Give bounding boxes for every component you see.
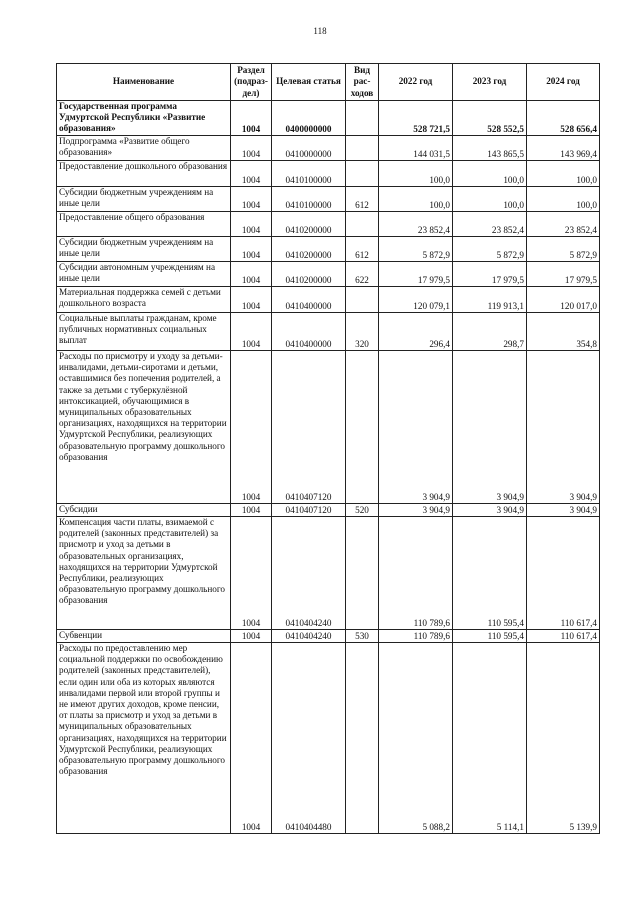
row-2022: 144 031,5 — [379, 136, 453, 161]
table-row — [57, 101, 600, 136]
row-2023: 100,0 — [453, 161, 527, 187]
table-row — [57, 212, 600, 237]
row-name: Предоставление дошкольного образования — [57, 161, 231, 187]
table-row — [57, 643, 600, 834]
row-type — [346, 101, 379, 136]
row-2022: 23 852,4 — [379, 212, 453, 237]
row-2023: 23 852,4 — [453, 212, 527, 237]
row-section: 1004 — [231, 161, 272, 187]
header-expense-type: Вид рас-ходов — [346, 64, 379, 101]
row-name: Государственная программа Удмуртской Республики «Развитие образования» — [57, 101, 231, 136]
table-row — [57, 136, 600, 161]
row-2023: 110 595,4 — [453, 630, 527, 643]
row-section: 1004 — [231, 262, 272, 287]
row-2023: 5 114,1 — [453, 643, 527, 834]
row-type: 530 — [346, 630, 379, 643]
row-2022: 528 721,5 — [379, 101, 453, 136]
row-target: 0400000000 — [272, 101, 346, 136]
row-type — [346, 161, 379, 187]
row-2024: 120 017,0 — [527, 287, 600, 313]
row-2022: 3 904,9 — [379, 504, 453, 517]
row-2022: 5 872,9 — [379, 237, 453, 262]
row-type: 320 — [346, 313, 379, 351]
row-target: 0410404240 — [272, 630, 346, 643]
table-row — [57, 187, 600, 212]
row-target: 0410400000 — [272, 313, 346, 351]
row-2022: 110 789,6 — [379, 517, 453, 630]
row-2023: 17 979,5 — [453, 262, 527, 287]
header-2024: 2024 год — [527, 64, 600, 101]
row-type — [346, 287, 379, 313]
row-section: 1004 — [231, 630, 272, 643]
table-row — [57, 237, 600, 262]
budget-table — [56, 63, 600, 834]
row-section: 1004 — [231, 313, 272, 351]
row-2022: 110 789,6 — [379, 630, 453, 643]
row-target: 0410200000 — [272, 237, 346, 262]
row-2022: 5 088,2 — [379, 643, 453, 834]
row-section: 1004 — [231, 643, 272, 834]
row-name: Социальные выплаты гражданам, кроме публичных нормативных социальных выплат — [57, 313, 231, 351]
header-2022: 2022 год — [379, 64, 453, 101]
table-row — [57, 287, 600, 313]
row-2024: 3 904,9 — [527, 504, 600, 517]
row-name: Субсидии — [57, 504, 231, 517]
row-type: 612 — [346, 237, 379, 262]
row-2024: 23 852,4 — [527, 212, 600, 237]
row-2023: 528 552,5 — [453, 101, 527, 136]
row-section: 1004 — [231, 504, 272, 517]
row-2024: 5 139,9 — [527, 643, 600, 834]
row-target: 0410407120 — [272, 351, 346, 504]
row-2024: 528 656,4 — [527, 101, 600, 136]
row-2024: 100,0 — [527, 161, 600, 187]
row-2024: 110 617,4 — [527, 630, 600, 643]
row-section: 1004 — [231, 212, 272, 237]
row-type — [346, 517, 379, 630]
row-name: Материальная поддержка семей с детьми дошкольного возраста — [57, 287, 231, 313]
row-name: Подпрограмма «Развитие общего образования» — [57, 136, 231, 161]
row-section: 1004 — [231, 351, 272, 504]
row-target: 0410100000 — [272, 161, 346, 187]
row-2023: 100,0 — [453, 187, 527, 212]
row-section: 1004 — [231, 517, 272, 630]
row-2024: 354,8 — [527, 313, 600, 351]
page-number: 118 — [313, 26, 327, 36]
table-row — [57, 262, 600, 287]
row-2023: 298,7 — [453, 313, 527, 351]
row-name: Расходы по предоставлению мер социальной поддержки по освобождению родителей (законных представителей), если один или оба из которых являются инвалидами первой или второй группы и не имеют других доходов, кроме пенсии, от платы за присмотр и уход за детьми в муниципальных образовательных организациях, находящихся на территории Удмуртской Республики, реализующих образовательную программу дошкольного образования — [57, 643, 231, 834]
row-type — [346, 136, 379, 161]
row-2023: 3 904,9 — [453, 351, 527, 504]
row-section: 1004 — [231, 136, 272, 161]
row-name: Компенсация части платы, взимаемой с родителей (законных представителей) за присмотр и уход за детьми в образовательных организациях, находящихся на территории Удмуртской Республики, реализующих образовательную программу дошкольного образования — [57, 517, 231, 630]
row-2022: 100,0 — [379, 187, 453, 212]
row-2023: 5 872,9 — [453, 237, 527, 262]
row-2024: 17 979,5 — [527, 262, 600, 287]
row-2024: 110 617,4 — [527, 517, 600, 630]
table-row — [57, 351, 600, 504]
row-2022: 17 979,5 — [379, 262, 453, 287]
row-2022: 296,4 — [379, 313, 453, 351]
row-2023: 110 595,4 — [453, 517, 527, 630]
row-target: 0410200000 — [272, 262, 346, 287]
row-type — [346, 643, 379, 834]
row-target: 0410200000 — [272, 212, 346, 237]
row-section: 1004 — [231, 187, 272, 212]
row-section: 1004 — [231, 237, 272, 262]
row-target: 0410404240 — [272, 517, 346, 630]
table-row — [57, 161, 600, 187]
row-2022: 100,0 — [379, 161, 453, 187]
row-2024: 5 872,9 — [527, 237, 600, 262]
row-2022: 120 079,1 — [379, 287, 453, 313]
row-name: Предоставление общего образования — [57, 212, 231, 237]
header-name: Наименование — [57, 64, 231, 101]
row-name: Расходы по присмотру и уходу за детьми-инвалидами, детьми-сиротами и детьми, оставшимися без попечения родителей, а также за детьми с туберкулёзной интоксикацией, обучающимися в муниципальных образовательных организациях, находящихся на территории Удмуртской Республики, реализующих образовательную программу дошкольного образования — [57, 351, 231, 504]
row-2023: 119 913,1 — [453, 287, 527, 313]
table-header-row — [57, 64, 600, 101]
header-section: Раздел (подраз-дел) — [231, 64, 272, 101]
row-type: 622 — [346, 262, 379, 287]
row-2024: 100,0 — [527, 187, 600, 212]
row-2023: 3 904,9 — [453, 504, 527, 517]
row-target: 0410407120 — [272, 504, 346, 517]
row-name: Субсидии бюджетным учреждениям на иные цели — [57, 237, 231, 262]
row-name: Субсидии автономным учреждениям на иные цели — [57, 262, 231, 287]
table-row — [57, 630, 600, 643]
row-2022: 3 904,9 — [379, 351, 453, 504]
row-2024: 143 969,4 — [527, 136, 600, 161]
table-row — [57, 504, 600, 517]
row-target: 0410400000 — [272, 287, 346, 313]
header-target: Целевая статья — [272, 64, 346, 101]
row-2023: 143 865,5 — [453, 136, 527, 161]
table-row — [57, 517, 600, 630]
row-type — [346, 212, 379, 237]
row-name: Субсидии бюджетным учреждениям на иные цели — [57, 187, 231, 212]
row-type: 612 — [346, 187, 379, 212]
row-name: Субвенции — [57, 630, 231, 643]
row-type — [346, 351, 379, 504]
header-2023: 2023 год — [453, 64, 527, 101]
row-type: 520 — [346, 504, 379, 517]
table-row — [57, 313, 600, 351]
row-section: 1004 — [231, 101, 272, 136]
row-target: 0410100000 — [272, 187, 346, 212]
row-target: 0410000000 — [272, 136, 346, 161]
row-section: 1004 — [231, 287, 272, 313]
row-target: 0410404480 — [272, 643, 346, 834]
row-2024: 3 904,9 — [527, 351, 600, 504]
